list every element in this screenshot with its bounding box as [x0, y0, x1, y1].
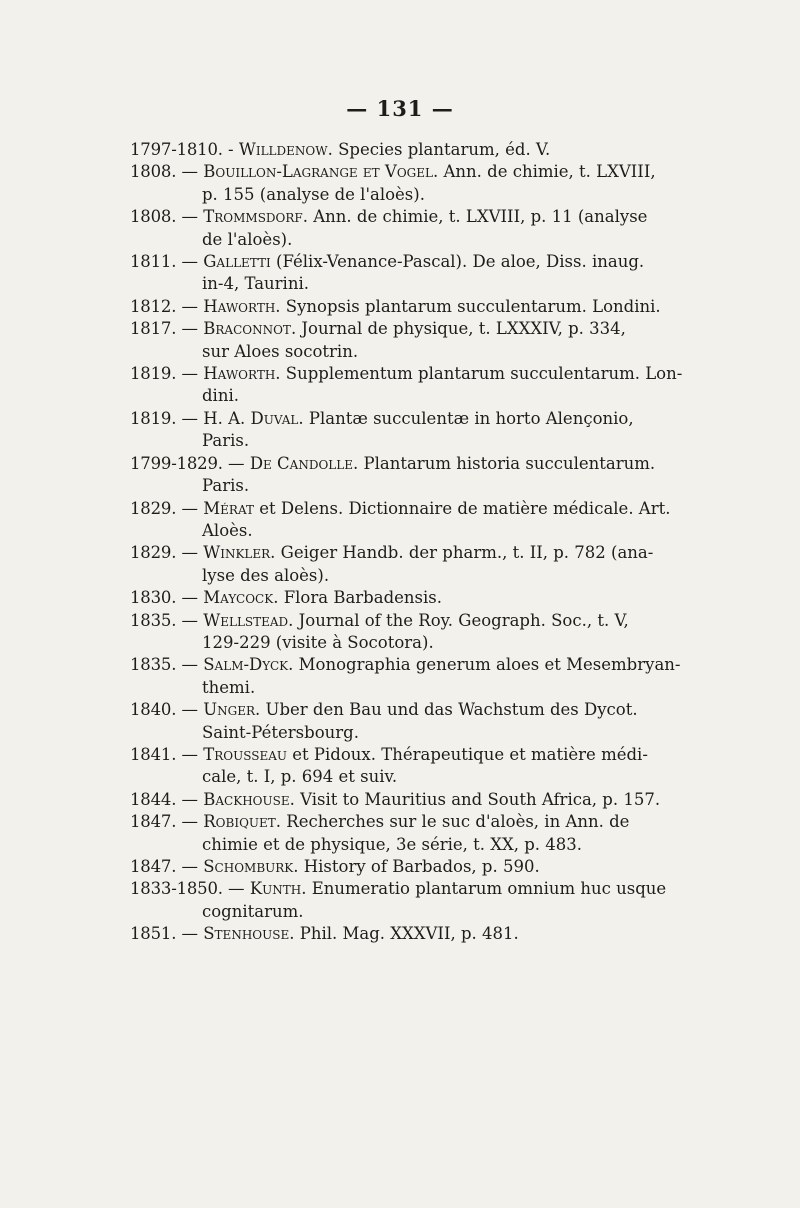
entry-author: Trousseau — [203, 744, 288, 764]
bibliography-entry — [130, 699, 670, 744]
entry-first-line — [130, 923, 670, 945]
entry-year: 1819. — [130, 408, 177, 428]
entry-year: 1819. — [130, 364, 177, 384]
bibliography-entry — [130, 856, 670, 878]
entry-continuation-line: cognitarum. — [202, 901, 304, 921]
bibliography-entry — [130, 318, 670, 363]
bibliography-list — [130, 139, 683, 946]
entry-author: Mérat — [203, 498, 254, 518]
bibliography-entry — [130, 453, 670, 498]
entry-author: Robiquet. — [203, 812, 282, 832]
entry-year: 1797-1810. — [130, 140, 223, 159]
entry-continuation-line: in-4, Taurini. — [202, 274, 309, 294]
bibliography-entry — [130, 654, 681, 699]
entry-separator: — — [176, 924, 204, 944]
bibliography-entry — [130, 610, 670, 655]
entry-citation: Flora Barbadensis. — [278, 588, 442, 608]
entry-author: Stenhouse. — [203, 924, 295, 944]
bibliography-entry — [130, 206, 670, 251]
entry-year: 1851. — [130, 924, 177, 944]
bibliography-entry — [130, 139, 670, 161]
entry-separator: — — [176, 207, 204, 227]
entry-separator: — — [176, 812, 204, 832]
entry-author: Bouillon-Lagrange et Vogel. — [203, 162, 439, 182]
entry-continuation-line: Saint-Pétersbourg. — [202, 722, 359, 742]
entry-author: Trommsdorf. — [203, 207, 308, 227]
entry-citation: Uber den Bau und das Wachstum des Dycot. — [260, 700, 638, 720]
entry-first-line — [130, 699, 670, 721]
entry-citation: et Delens. Dictionnaire de matière médicale. Art. — [253, 498, 671, 518]
entry-separator: — — [176, 162, 204, 182]
entry-citation: History of Barbados, p. 590. — [298, 857, 540, 876]
entry-first-line — [130, 498, 670, 520]
entry-year: 1808. — [130, 162, 177, 182]
entry-author: Haworth. — [203, 364, 281, 384]
entry-first-line — [130, 363, 683, 385]
entry-separator: - — [222, 140, 239, 159]
entry-separator: — — [176, 857, 204, 876]
entry-author: H. A. Duval. — [203, 408, 304, 428]
entry-author: Haworth. — [203, 296, 281, 316]
bibliography-entry — [130, 498, 670, 543]
entry-first-line — [130, 318, 670, 340]
entry-separator: — — [176, 543, 204, 563]
entry-citation: Geiger Handb. der pharm., t. II, p. 782 (ana- — [275, 543, 654, 563]
entry-year: 1840. — [130, 700, 177, 720]
entry-separator: — — [222, 879, 250, 899]
entry-first-line — [130, 878, 670, 900]
entry-continuation-line: p. 155 (analyse de l'aloès). — [202, 184, 425, 204]
entry-first-line — [130, 206, 670, 228]
entry-continuation-line: cale, t. I, p. 694 et suiv. — [202, 767, 398, 787]
entry-citation: (Félix-Venance-Pascal). De aloe, Diss. inaug. — [270, 252, 645, 272]
entry-citation: Enumeratio plantarum omnium huc usque — [306, 879, 667, 899]
entry-year: 1811. — [130, 252, 177, 272]
entry-citation: Monographia generum aloes et Mesembryan- — [293, 655, 681, 675]
entry-citation: Supplementum plantarum succulentarum. Lon- — [280, 364, 683, 384]
bibliography-entry — [130, 744, 670, 789]
entry-separator: — — [176, 655, 204, 675]
entry-year: 1830. — [130, 588, 177, 608]
entry-citation: Ann. de chimie, t. LXVIII, p. 11 (analyse — [308, 207, 648, 227]
entry-first-line — [130, 654, 681, 676]
bibliography-entry — [130, 923, 670, 945]
bibliography-entry — [130, 296, 670, 318]
entry-author: Maycock. — [203, 588, 279, 608]
entry-separator: — — [222, 453, 250, 473]
entry-citation: Plantarum historia succulentarum. — [358, 453, 656, 473]
bibliography-entry — [130, 363, 683, 408]
entry-year: 1841. — [130, 744, 177, 764]
entry-citation: Recherches sur le suc d'aloès, in Ann. de — [281, 812, 630, 832]
entry-citation: Journal of the Roy. Geograph. Soc., t. V, — [293, 610, 629, 630]
entry-continuation-line: Paris. — [202, 431, 250, 451]
entry-separator: — — [176, 408, 204, 428]
entry-year: 1835. — [130, 610, 177, 630]
entry-citation: Visit to Mauritius and South Africa, p. 157. — [294, 789, 661, 809]
entry-first-line — [130, 408, 670, 430]
bibliography-entry — [130, 587, 670, 609]
entry-first-line — [130, 587, 670, 609]
entry-year: 1817. — [130, 319, 177, 339]
entry-first-line — [130, 251, 670, 273]
entry-year: 1847. — [130, 857, 177, 876]
entry-separator: — — [176, 252, 204, 272]
entry-first-line — [130, 453, 670, 475]
entry-author: Braconnot. — [203, 319, 297, 339]
bibliography-entry — [130, 878, 670, 923]
page-number: — 131 — — [346, 96, 454, 121]
entry-year: 1844. — [130, 789, 177, 809]
entry-separator: — — [176, 498, 204, 518]
entry-author: Unger. — [203, 700, 261, 720]
entry-continuation-line: 129-229 (visite à Socotora). — [202, 632, 434, 652]
entry-separator: — — [176, 744, 204, 764]
entry-separator: — — [176, 296, 204, 316]
entry-separator: — — [176, 588, 204, 608]
entry-first-line — [130, 139, 670, 161]
entry-continuation-line: chimie et de physique, 3e série, t. XX, p. 483. — [202, 834, 583, 854]
entry-author: Salm-Dyck. — [203, 655, 294, 675]
entry-first-line — [130, 744, 670, 766]
entry-year: 1829. — [130, 543, 177, 563]
entry-continuation-line: de l'aloès). — [202, 229, 293, 249]
entry-continuation-line: dini. — [202, 386, 239, 406]
entry-year: 1829. — [130, 498, 177, 518]
entry-citation: Synopsis plantarum succulentarum. Londini. — [280, 296, 661, 316]
entry-author: Kunth. — [249, 879, 307, 899]
entry-author: Willdenow. — [238, 140, 333, 159]
entry-year: 1812. — [130, 296, 177, 316]
bibliography-entry — [130, 408, 670, 453]
entry-separator: — — [176, 364, 204, 384]
entry-separator: — — [176, 700, 204, 720]
bibliography-entry — [130, 161, 670, 206]
entry-year: 1833-1850. — [130, 879, 223, 899]
entry-first-line — [130, 296, 670, 318]
entry-year: 1808. — [130, 207, 177, 227]
entry-author: Wellstead. — [203, 610, 294, 630]
entry-year: 1847. — [130, 812, 177, 832]
entry-author: Backhouse. — [203, 789, 295, 809]
entry-author: Schomburk. — [203, 857, 299, 876]
entry-citation: Phil. Mag. XXXVII, p. 481. — [294, 924, 519, 944]
entry-separator: — — [176, 789, 204, 809]
entry-author: Galletti — [203, 252, 271, 272]
entry-continuation-line: sur Aloes socotrin. — [202, 341, 359, 361]
entry-citation: Journal de physique, t. LXXXIV, p. 334, — [296, 319, 626, 339]
entry-citation: et Pidoux. Thérapeutique et matière médi- — [287, 744, 648, 764]
entry-author: Winkler. — [203, 543, 276, 563]
entry-continuation-line: lyse des aloès). — [202, 565, 330, 585]
entry-first-line — [130, 811, 670, 833]
entry-continuation-line: themi. — [202, 677, 256, 697]
bibliography-entry — [130, 542, 670, 587]
entry-first-line — [130, 542, 670, 564]
bibliography-entry — [130, 811, 670, 856]
entry-year: 1799-1829. — [130, 453, 223, 473]
entry-first-line — [130, 161, 670, 183]
entry-citation: Ann. de chimie, t. LXVIII, — [438, 162, 656, 182]
bibliography-entry — [130, 789, 670, 811]
entry-separator: — — [176, 319, 204, 339]
entry-first-line — [130, 789, 670, 811]
entry-continuation-line: Aloès. — [202, 520, 253, 540]
bibliography-entry — [130, 251, 670, 296]
entry-citation: Species plantarum, éd. V. — [332, 140, 551, 159]
entry-citation: Plantæ succulentæ in horto Alençonio, — [303, 408, 634, 428]
entry-first-line — [130, 856, 670, 878]
entry-first-line — [130, 610, 670, 632]
entry-continuation-line: Paris. — [202, 476, 250, 496]
entry-year: 1835. — [130, 655, 177, 675]
entry-separator: — — [176, 610, 204, 630]
entry-author: De Candolle. — [249, 453, 359, 473]
